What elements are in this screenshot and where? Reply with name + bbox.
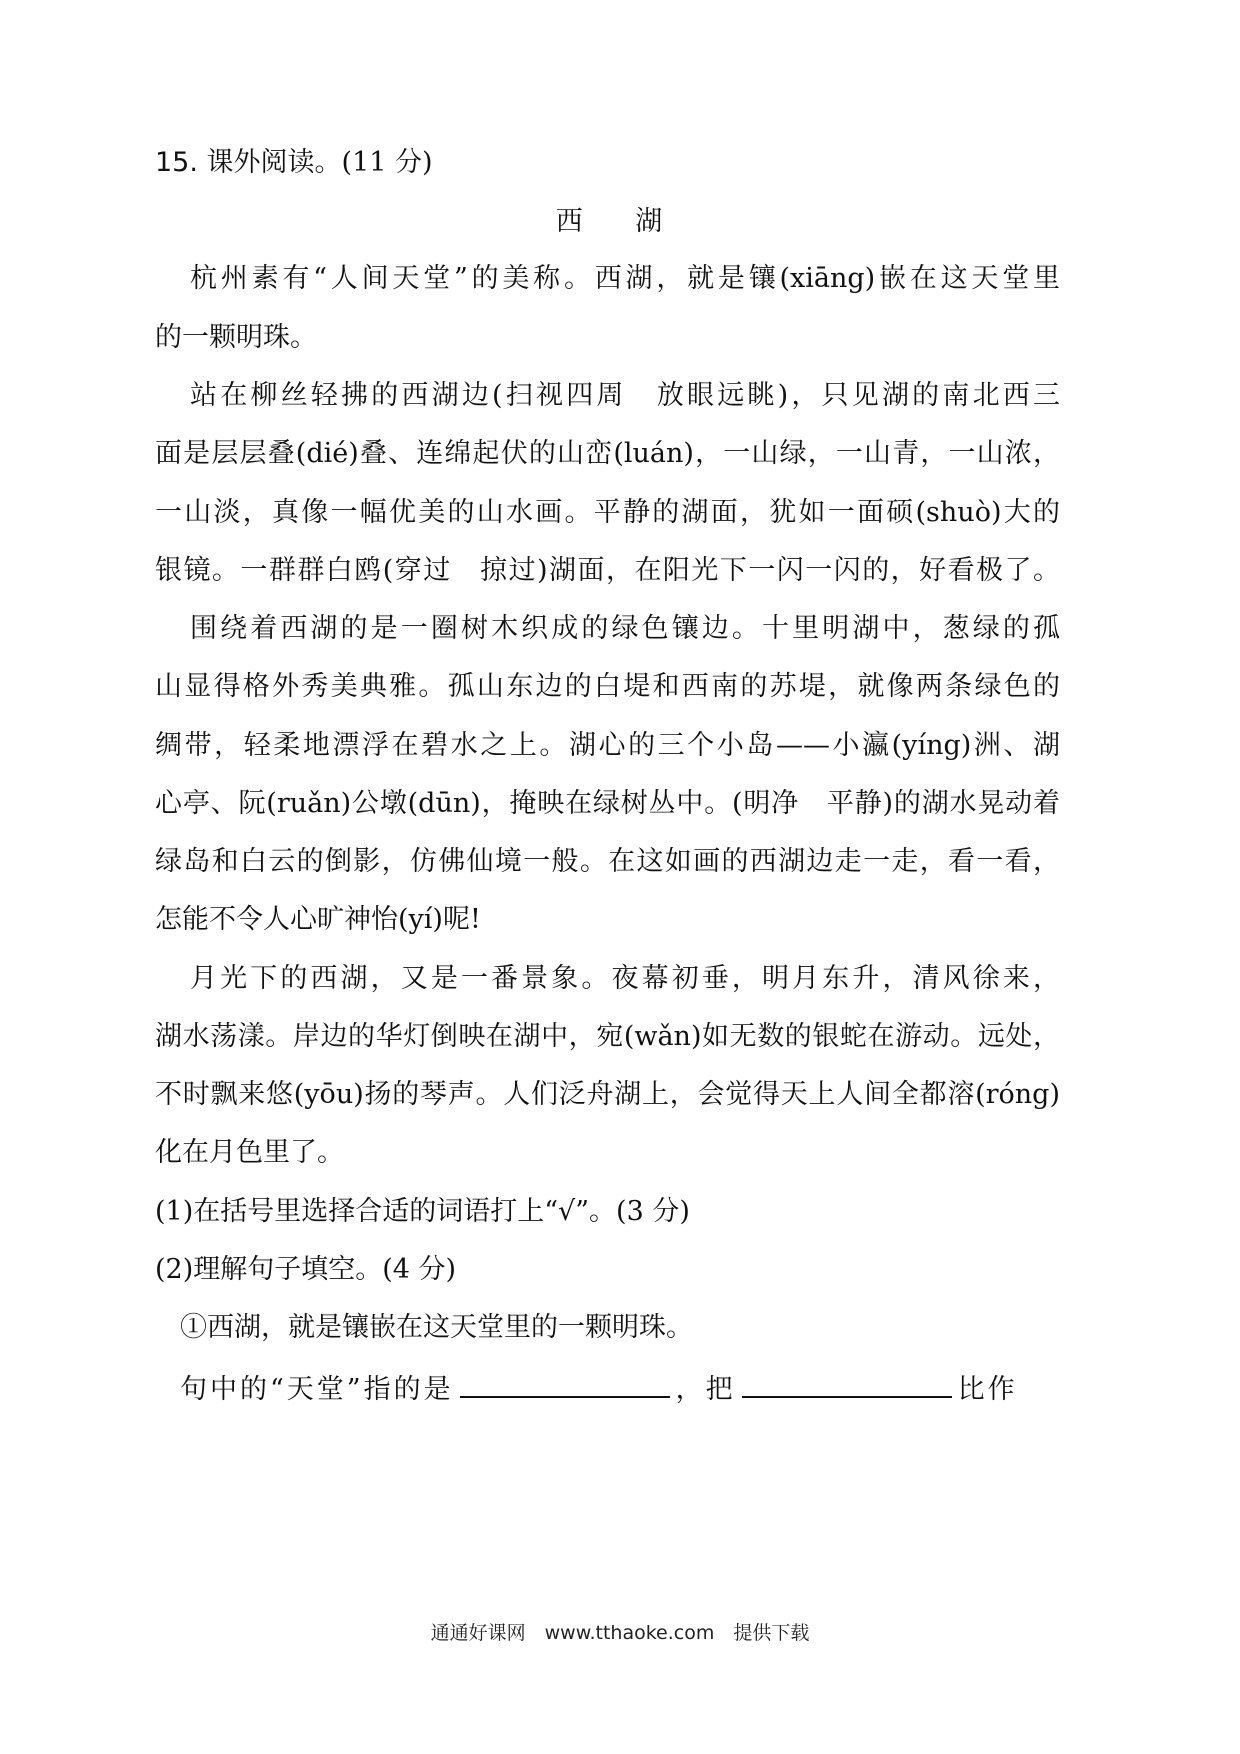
passage-line: 山显得格外秀美典雅。孤山东边的白堤和西南的苏堤，就像两条绿色的 <box>155 671 1060 702</box>
passage-line: 绸带，轻柔地漂浮在碧水之上。湖心的三个小岛——小瀛(yíng)洲、湖 <box>155 730 1060 761</box>
passage-line: 的一颗明珠。 <box>155 322 317 353</box>
passage-title: 西 湖 <box>555 206 685 237</box>
passage-line: 化在月色里了。 <box>155 1137 344 1168</box>
fill-text-c: 比作 <box>957 1374 1018 1405</box>
answer-blank-2[interactable] <box>742 1366 952 1398</box>
passage-line: 银镜。一群群白鸥(穿过 掠过)湖面，在阳光下一闪一闪的，好看极了。 <box>155 555 1060 586</box>
passage-line: 绿岛和白云的倒影，仿佛仙境一般。在这如画的西湖边走一走，看一看， <box>155 846 1060 877</box>
passage-line: 不时飘来悠(yōu)扬的琴声。人们泛舟湖上，会觉得天上人间全都溶(róng) <box>155 1079 1060 1110</box>
question-heading <box>155 143 1060 183</box>
fill-text-a: 句中的“天堂”指的是 <box>180 1374 454 1405</box>
fill-text-b: ，把 <box>675 1374 736 1405</box>
passage-line: 一山淡，真像一幅优美的山水画。平静的湖面，犹如一面硕(shuò)大的 <box>155 497 1060 528</box>
passage-line: 杭州素有“人间天堂”的美称。西湖，就是镶(xiāng)嵌在这天堂里 <box>190 263 1060 294</box>
passage-line: 月光下的西湖，又是一番景象。夜幕初垂，明月东升，清风徐来， <box>190 963 1060 994</box>
sub-question-2-sentence: ①西湖，就是镶嵌在这天堂里的一颗明珠。 <box>180 1312 693 1343</box>
question-number: 15. <box>155 147 198 178</box>
passage-line: 站在柳丝轻拂的西湖边(扫视四周 放眼远眺)，只见湖的南北西三 <box>190 380 1060 411</box>
question-title: 课外阅读。(11 分) <box>206 147 433 178</box>
passage-line: 面是层层叠(dié)叠、连绵起伏的山峦(luán)，一山绿，一山青，一山浓， <box>155 438 1060 469</box>
answer-blank-1[interactable] <box>460 1366 670 1398</box>
fill-in-sentence <box>180 1366 1085 1410</box>
passage-line: 怎能不令人心旷神怡(yí)呢! <box>155 904 481 935</box>
passage-line: 围绕着西湖的是一圈树木织成的绿色镶边。十里明湖中，葱绿的孤 <box>190 613 1060 644</box>
footer-credit: 通通好课网 www.tthaoke.com 提供下载 <box>430 1622 810 1644</box>
sub-question-1: (1)在括号里选择合适的词语打上“√”。(3 分) <box>155 1196 690 1227</box>
passage-line: 湖水荡漾。岸边的华灯倒映在湖中，宛(wǎn)如无数的银蛇在游动。远处， <box>155 1021 1060 1052</box>
passage-line: 心亭、阮(ruǎn)公墩(dūn)，掩映在绿树丛中。(明净 平静)的湖水晃动着 <box>155 788 1060 819</box>
sub-question-2: (2)理解句子填空。(4 分) <box>155 1254 457 1285</box>
